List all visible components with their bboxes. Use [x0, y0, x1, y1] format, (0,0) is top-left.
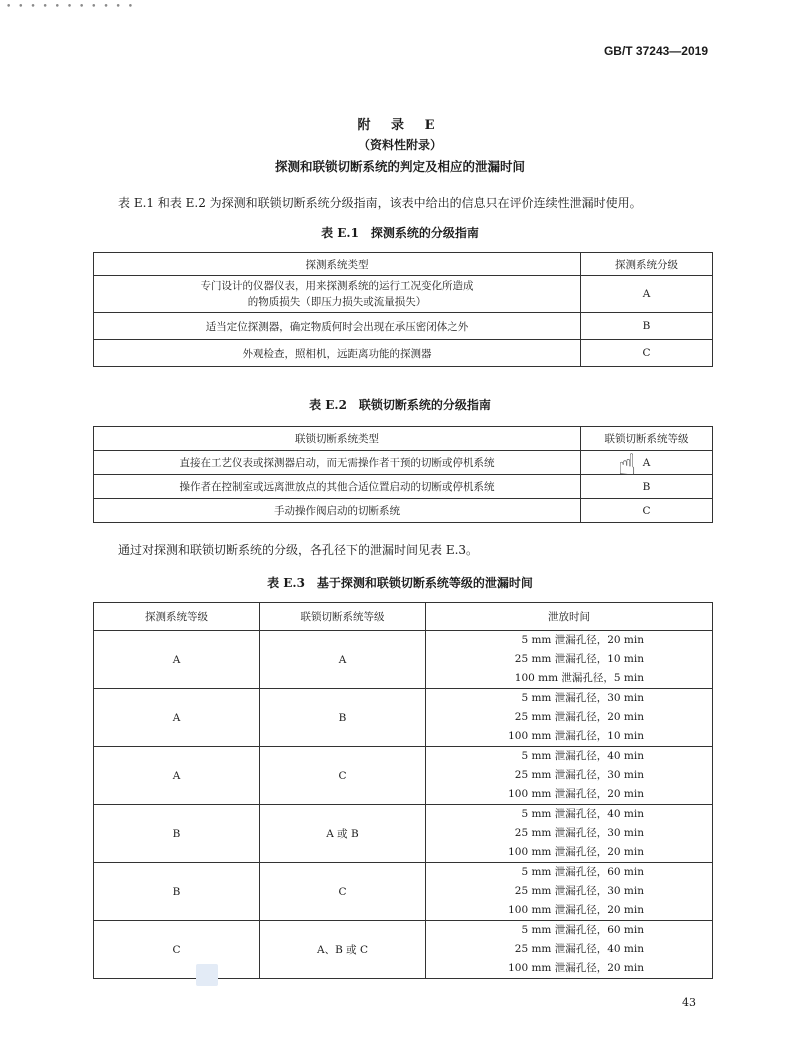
table-header-row — [94, 427, 713, 451]
table-cell: C — [581, 340, 713, 367]
table-cell: B — [260, 689, 426, 747]
table-cell: 直接在工艺仪表或探测器启动，而无需操作者干预的切断或停机系统 — [94, 451, 581, 475]
leak-time-line: 100 mm 泄漏孔径，10 min — [508, 730, 644, 742]
standard-number: GB/T 37243—2019 — [603, 44, 708, 58]
table-cell: C — [581, 499, 713, 523]
table-cell — [426, 863, 713, 921]
table-cell: A 或 B — [260, 805, 426, 863]
cell-line: 专门设计的仪器仪表，用来探测系统的运行工况变化所造成 — [200, 280, 474, 292]
leak-time-line: 25 mm 泄漏孔径，30 min — [514, 769, 644, 781]
leak-time-line: 25 mm 泄漏孔径，20 min — [514, 711, 644, 723]
leak-time-line: 25 mm 泄漏孔径，30 min — [514, 885, 644, 897]
table-header-cell: 泄放时间 — [426, 603, 713, 631]
table-header-row — [94, 253, 713, 276]
table-row — [94, 689, 713, 747]
table-cell: A — [260, 631, 426, 689]
table-row — [94, 805, 713, 863]
leak-time-line: 5 mm 泄漏孔径，60 min — [521, 924, 644, 936]
leak-time-line: 5 mm 泄漏孔径，40 min — [521, 750, 644, 762]
table-cell: A — [94, 689, 260, 747]
leak-time-line: 5 mm 泄漏孔径，30 min — [521, 692, 644, 704]
leak-time-line: 5 mm 泄漏孔径，60 min — [521, 866, 644, 878]
table-cell: C — [260, 747, 426, 805]
table-header-cell: 联锁切断系统等级 — [581, 427, 713, 451]
table-row — [94, 276, 713, 313]
annex-title: 探测和联锁切断系统的判定及相应的泄漏时间 — [274, 159, 525, 174]
table-cell: B — [581, 313, 713, 340]
table-header-cell: 探测系统分级 — [581, 253, 713, 276]
table-cell — [426, 747, 713, 805]
table-cell: 适当定位探测器，确定物质何时会出现在承压密闭体之外 — [94, 313, 581, 340]
cell-line: 的物质损失（即压力损失或流量损失） — [247, 296, 427, 308]
table-cell: C — [94, 921, 260, 979]
table1-caption: 表 E.1 探测系统的分级指南 — [321, 226, 479, 240]
table-cell — [426, 631, 713, 689]
table-header-cell: 探测系统等级 — [94, 603, 260, 631]
leak-time-line: 25 mm 泄漏孔径，10 min — [514, 653, 644, 665]
table-row — [94, 921, 713, 979]
table-row — [94, 313, 713, 340]
table-cell: B — [94, 805, 260, 863]
table-cell — [426, 805, 713, 863]
middle-paragraph: 通过对探测和联锁切断系统的分级，各孔径下的泄漏时间见表 E.3。 — [118, 543, 479, 557]
table-header-row — [94, 603, 713, 631]
intro-paragraph: 表 E.1 和表 E.2 为探测和联锁切断系统分级指南，该表中给出的信息只在评价连续性泄漏时使用。 — [118, 196, 642, 210]
leak-time-line: 100 mm 泄漏孔径，20 min — [508, 846, 644, 858]
table-header-cell: 探测系统类型 — [94, 253, 581, 276]
table-header-cell: 联锁切断系统等级 — [260, 603, 426, 631]
leak-time-line: 100 mm 泄漏孔径，20 min — [508, 788, 644, 800]
table-row — [94, 863, 713, 921]
table-cell: B — [581, 475, 713, 499]
scan-mark — [196, 964, 218, 986]
annex-label: 附 录 E — [357, 118, 443, 133]
table-cell: B — [94, 863, 260, 921]
table-cell: A、B 或 C — [260, 921, 426, 979]
leak-time-line: 100 mm 泄漏孔径，20 min — [508, 962, 644, 974]
table-cell: A — [94, 747, 260, 805]
table-cell: A — [581, 276, 713, 313]
table-cell: C — [260, 863, 426, 921]
leak-time-line: 100 mm 泄漏孔径，5 min — [514, 672, 644, 684]
table-cell: 手动操作阀启动的切断系统 — [94, 499, 581, 523]
leak-time-line: 25 mm 泄漏孔径，40 min — [514, 943, 644, 955]
table-row — [94, 631, 713, 689]
table-e3 — [93, 602, 713, 979]
table-cell — [426, 689, 713, 747]
leak-time-line: 25 mm 泄漏孔径，30 min — [514, 827, 644, 839]
table-cell: A — [94, 631, 260, 689]
top-dots: • • • • • • • • • • • — [6, 2, 136, 12]
table2-caption: 表 E.2 联锁切断系统的分级指南 — [309, 398, 491, 412]
table-cell: A — [581, 451, 713, 475]
table-cell: 外观检查，照相机，远距离功能的探测器 — [94, 340, 581, 367]
table-row — [94, 747, 713, 805]
table-row — [94, 340, 713, 367]
annex-type: （资料性附录） — [357, 138, 442, 152]
table-header-cell: 联锁切断系统类型 — [94, 427, 581, 451]
hand-pointer-icon: ☝ — [618, 448, 637, 483]
leak-time-line: 5 mm 泄漏孔径，20 min — [521, 634, 644, 646]
table-row — [94, 499, 713, 523]
table-cell — [426, 921, 713, 979]
table-cell — [94, 276, 581, 313]
table3-caption: 表 E.3 基于探测和联锁切断系统等级的泄漏时间 — [267, 576, 533, 590]
leak-time-line: 100 mm 泄漏孔径，20 min — [508, 904, 644, 916]
table-cell: 操作者在控制室或远离泄放点的其他合适位置启动的切断或停机系统 — [94, 475, 581, 499]
table-e1 — [93, 252, 713, 367]
leak-time-line: 5 mm 泄漏孔径，40 min — [521, 808, 644, 820]
page-number: 43 — [682, 996, 696, 1009]
